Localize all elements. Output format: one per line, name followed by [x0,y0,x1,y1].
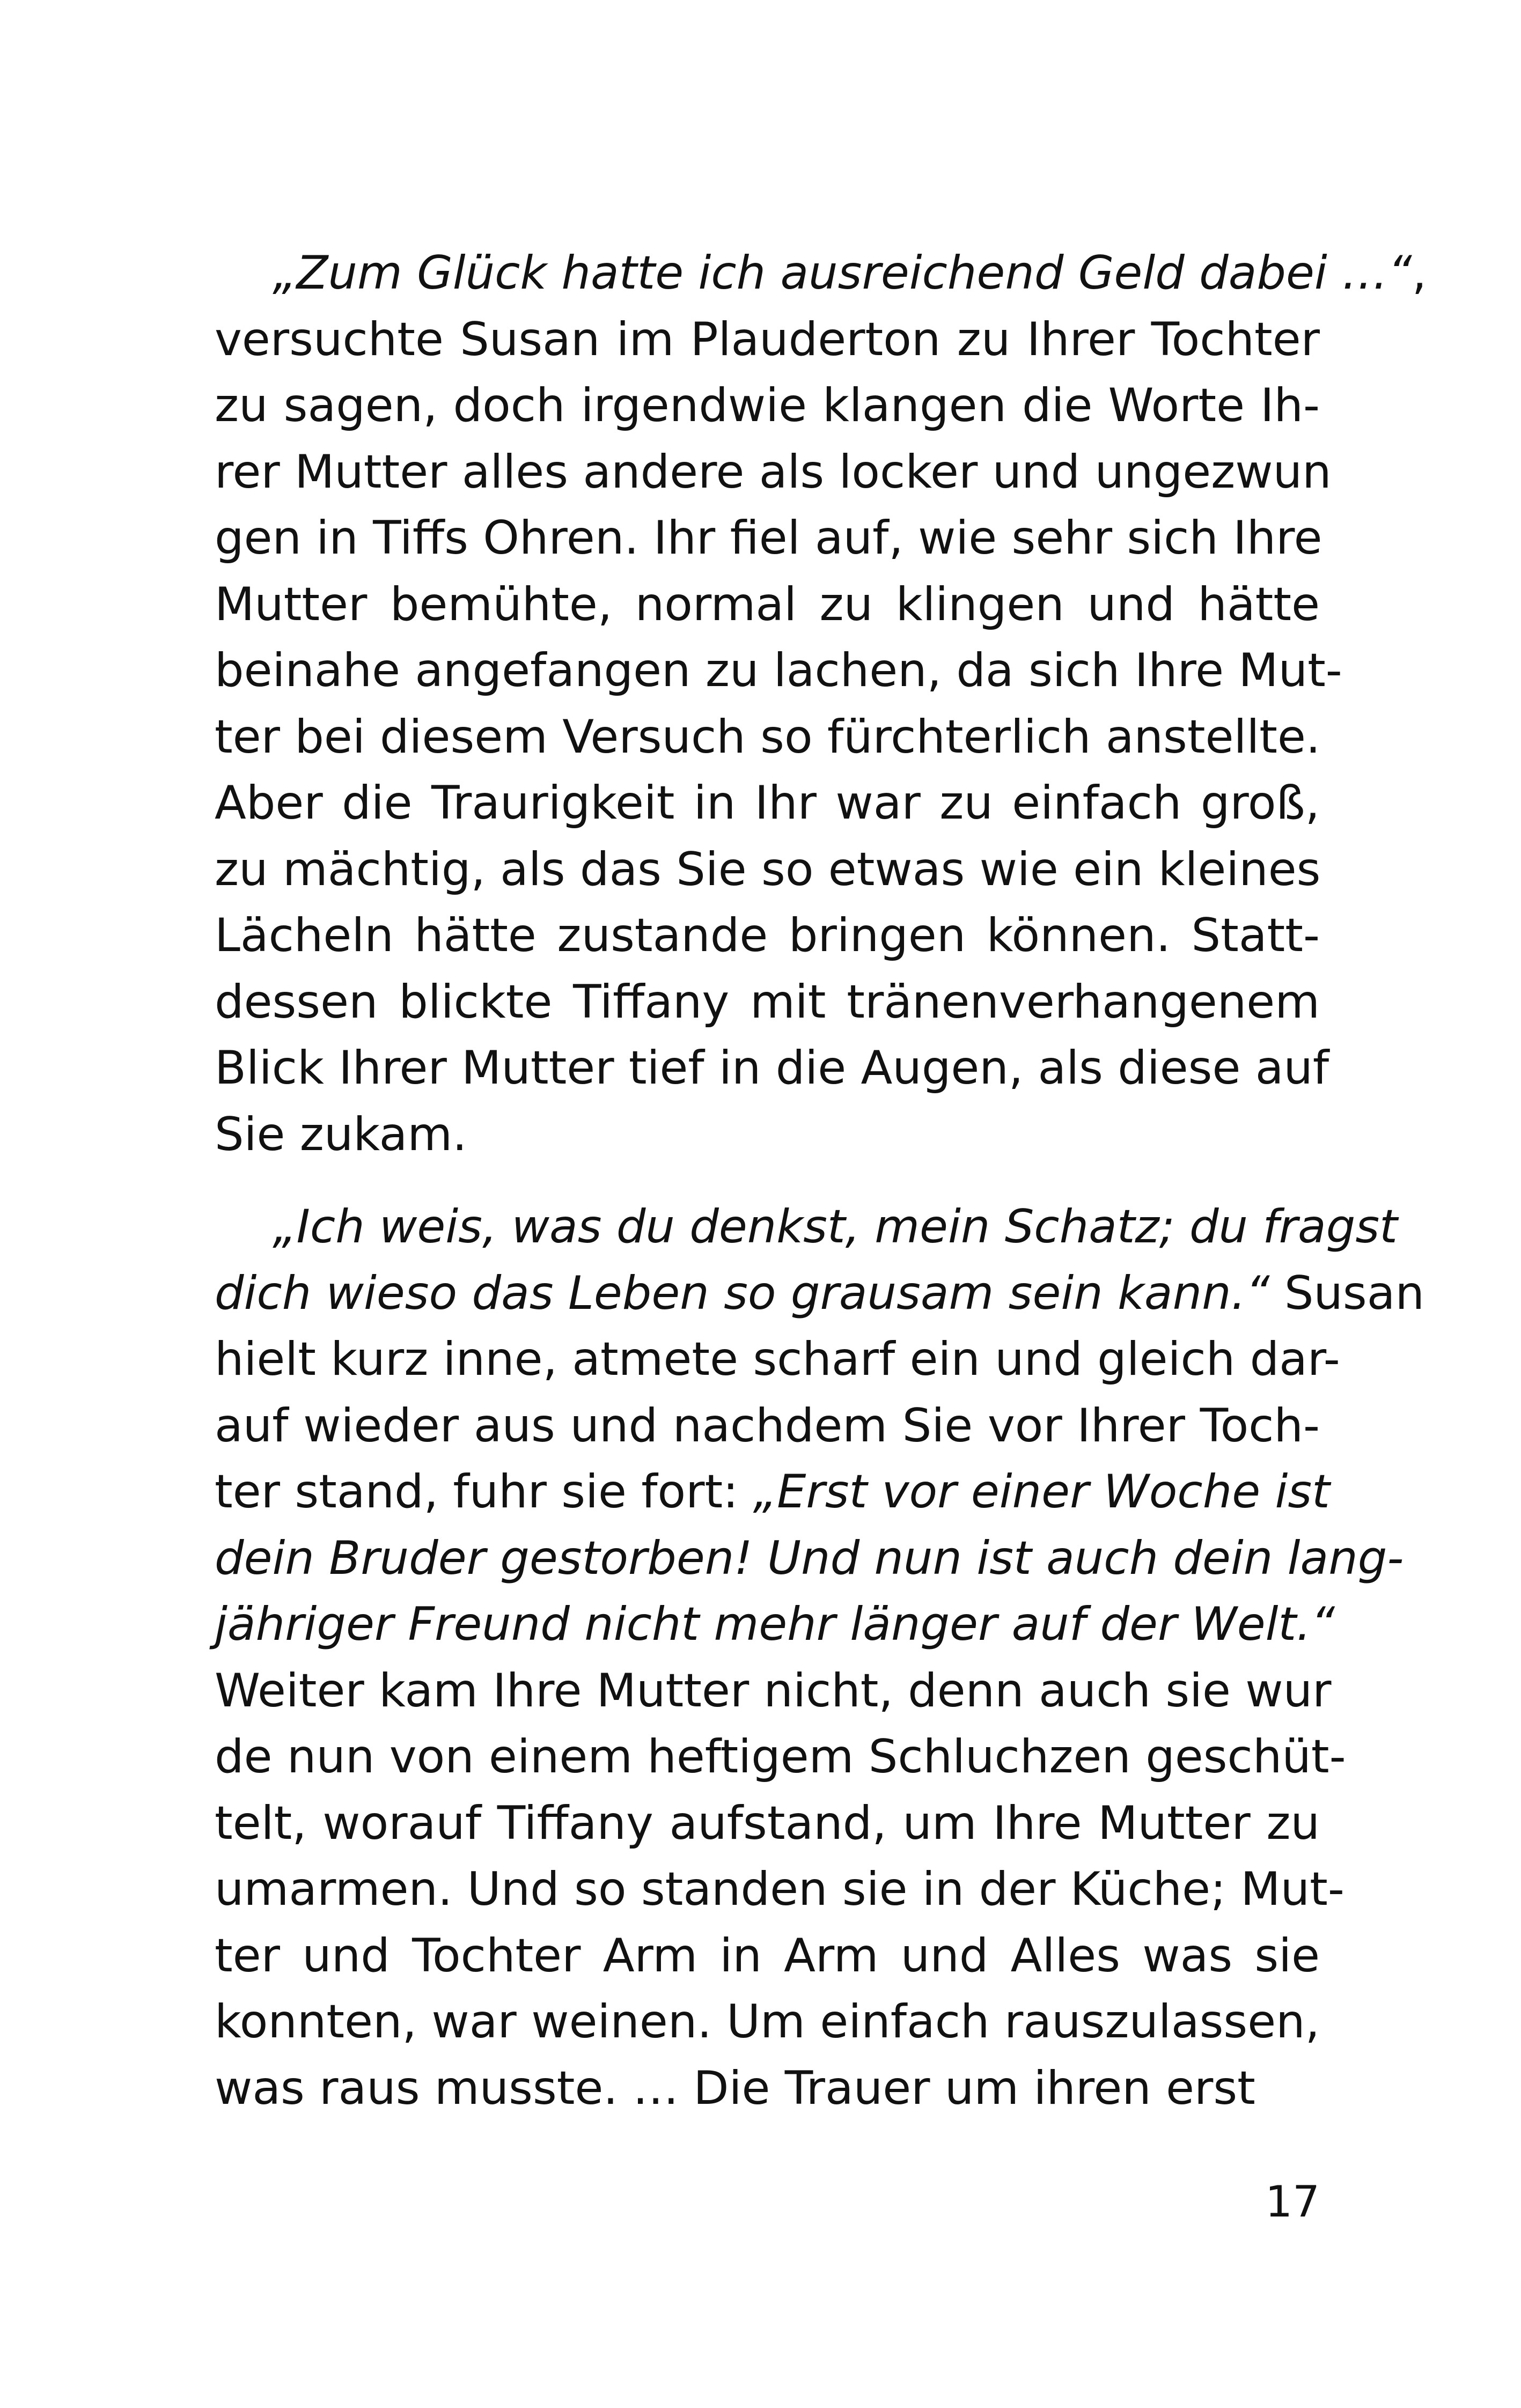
text-line [215,572,1320,638]
text-line [215,2056,1320,2122]
page-number: 17 [1265,2177,1320,2227]
text-line [215,770,1320,837]
italic-text-segment: dich wieso das Leben so grausam sein kann.“ [215,1266,1270,1320]
text-segment: Mutter bemühte, normal zu klingen und hätte [215,577,1320,631]
italic-text-segment: „Ich weis, was du denkst, mein Schatz; du fragst [273,1200,1398,1254]
italic-text-segment: dein Bruder gestorben! Und nun ist auch dein lang- [215,1531,1404,1585]
text-segment: konnten, war weinen. Um einfach rauszulassen, [215,1995,1320,2049]
text-line [215,1035,1329,1102]
text-line [215,505,1320,572]
text-segment: dessen blickte Tiffany mit tränenverhangenem [215,975,1320,1029]
text-line [215,1327,1340,1393]
text-segment: ter bei diesem Versuch so fürchterlich anstellte. [215,710,1321,764]
paragraph-1 [215,240,1427,1168]
text-line [215,1526,1404,1592]
text-line [215,439,1332,506]
text-segment: zu sagen, doch irgendwie klangen die Worte Ih- [215,379,1320,432]
text-line [215,373,1320,439]
text-segment: ter stand, fuhr sie fort: [215,1465,753,1519]
text-line [215,837,1320,903]
text-segment: rer Mutter alles andere als locker und ungezwun [215,445,1332,499]
text-segment: Lächeln hätte zustande bringen können. Statt- [215,909,1320,962]
text-line [215,1102,1320,1168]
text-line [215,1459,1330,1526]
text-segment: telt, worauf Tiffany aufstand, um Ihre Mutter zu [215,1796,1320,1850]
text-segment: Blick Ihrer Mutter tief in die Augen, als diese auf [215,1041,1329,1095]
text-segment: , [1412,246,1427,300]
text-segment: hielt kurz inne, atmete scharf ein und gleich dar- [215,1332,1340,1386]
text-segment: ter und Tochter Arm in Arm und Alles was sie [215,1928,1320,1983]
text-line [215,1592,1335,1658]
text-segment: beinahe angefangen zu lachen, da sich Ihre Mut- [215,644,1342,697]
text-segment: auf wieder aus und nachdem Sie vor Ihrer Toch- [215,1398,1320,1453]
text-line [215,240,1427,307]
text-line [215,1658,1332,1725]
text-segment: umarmen. Und so standen sie in der Küche; Mut- [215,1862,1344,1916]
text-line [215,638,1342,704]
italic-text-segment: „Zum Glück hatte ich ausreichend Geld dabei …“ [273,246,1412,300]
text-line [215,969,1320,1036]
text-segment: gen in Tiffs Ohren. Ihr fiel auf, wie sehr sich Ihre [215,511,1322,565]
text-segment: Susan [1269,1266,1424,1320]
text-segment: de nun von einem heftigem Schluchzen geschüt- [215,1730,1346,1784]
text-line [215,903,1320,969]
text-line [215,1791,1320,1857]
text-line [215,1194,1398,1261]
text-line [215,704,1320,771]
italic-text-segment: „Erst vor einer Woche ist [753,1465,1330,1519]
text-segment: Aber die Traurigkeit in Ihr war zu einfach groß, [215,776,1320,830]
text-segment: Sie zukam. [215,1107,467,1161]
text-line [215,1857,1344,1923]
text-segment: Weiter kam Ihre Mutter nicht, denn auch sie wur [215,1663,1332,1718]
text-line [215,307,1320,373]
text-segment: versuchte Susan im Plauderton zu Ihrer Tochter [215,312,1320,366]
text-segment: zu mächtig, als das Sie so etwas wie ein kleines [215,842,1321,896]
text-segment: was raus musste. … Die Trauer um ihren erst [215,2061,1255,2115]
italic-text-segment: jähriger Freund nicht mehr länger auf der Welt.“ [215,1597,1335,1651]
text-line [215,1989,1320,2056]
text-line [215,1923,1320,1990]
text-line [215,1724,1346,1791]
paragraph-2 [215,1194,1424,2122]
text-line [215,1261,1424,1327]
text-line [215,1393,1320,1460]
